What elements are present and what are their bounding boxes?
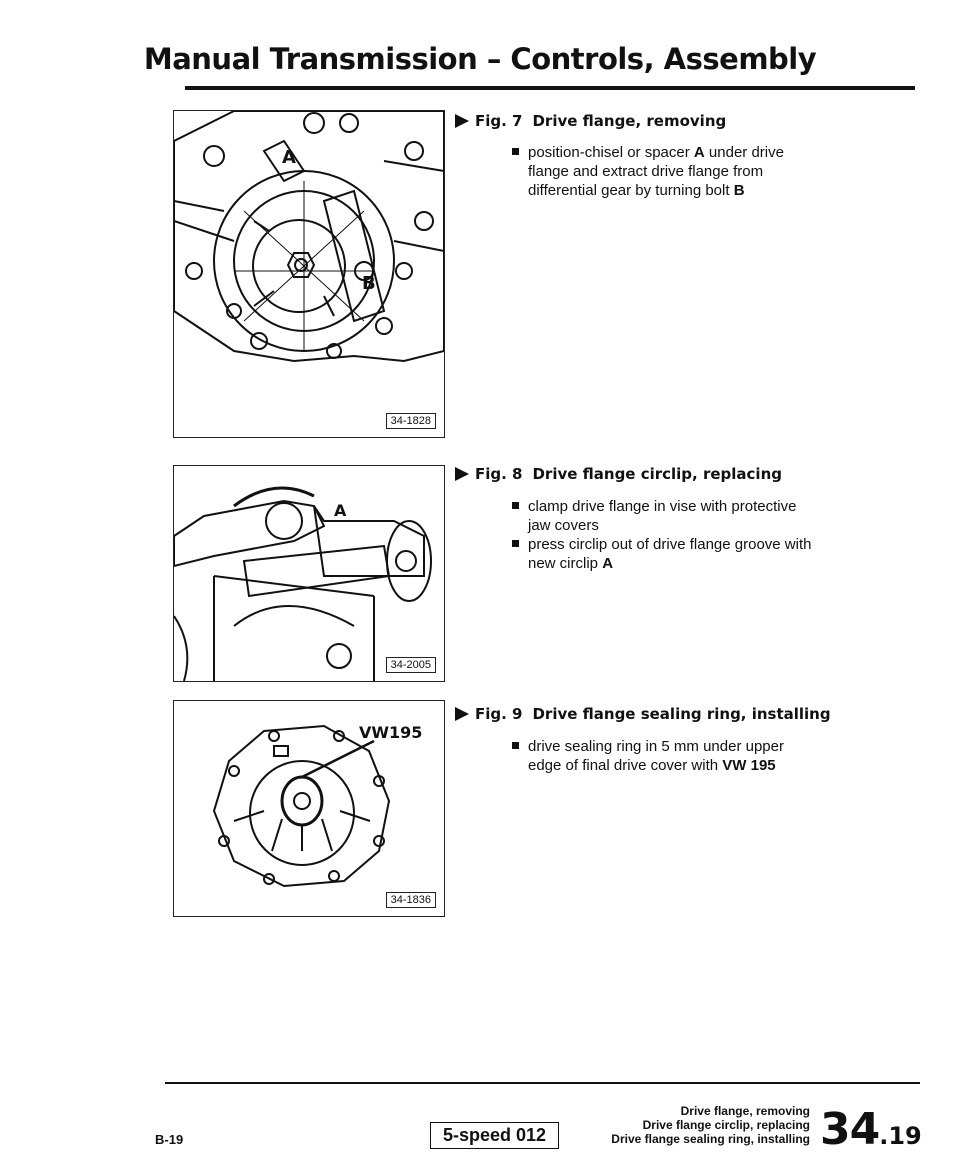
bullet-icon bbox=[512, 148, 519, 155]
model-label: 5-speed 012 bbox=[430, 1122, 559, 1149]
figure-8-heading: Fig. 8 Drive flange circlip, replacing bbox=[455, 465, 782, 483]
transmission-drawing bbox=[174, 111, 444, 437]
arrow-right-icon bbox=[455, 707, 469, 721]
bullet-icon bbox=[512, 502, 519, 509]
figure-id: 34-1836 bbox=[386, 892, 436, 908]
figure-9-illustration bbox=[173, 700, 445, 917]
arrow-right-icon bbox=[455, 467, 469, 481]
figure-id: 34-2005 bbox=[386, 657, 436, 673]
tool-label: VW195 bbox=[359, 723, 423, 742]
figure-8-illustration bbox=[173, 465, 445, 682]
footer-topics: Drive flange, removing Drive flange circlip, replacing Drive flange sealing ring, installing bbox=[611, 1104, 810, 1146]
figure-9-heading: Fig. 9 Drive flange sealing ring, installing bbox=[455, 705, 831, 723]
callout-b: B bbox=[362, 273, 376, 294]
bullet-item: clamp drive flange in vise with protective jaw covers press circlip out of drive flange groove with new circlip A bbox=[512, 497, 811, 573]
section-number: 34.19 bbox=[820, 1104, 922, 1155]
page-title: Manual Transmission – Controls, Assembly bbox=[143, 42, 817, 76]
header-rule bbox=[185, 86, 915, 90]
callout-a: A bbox=[334, 501, 347, 520]
bullet-item: drive sealing ring in 5 mm under upper edge of final drive cover with VW 195 bbox=[512, 737, 784, 775]
arrow-right-icon bbox=[455, 114, 469, 128]
figure-7-heading: Fig. 7 Drive flange, removing bbox=[455, 112, 726, 130]
bullet-icon bbox=[512, 540, 519, 547]
bullet-item: position-chisel or spacer A under drive flange and extract drive flange from differential gear by turning bolt B bbox=[512, 143, 784, 200]
figure-7-illustration bbox=[173, 110, 445, 438]
vise-drawing bbox=[174, 466, 444, 681]
bullet-icon bbox=[512, 742, 519, 749]
figure-id: 34-1828 bbox=[386, 413, 436, 429]
page-reference: B-19 bbox=[155, 1132, 184, 1147]
callout-a: A bbox=[282, 147, 296, 168]
footer-rule bbox=[165, 1082, 920, 1084]
